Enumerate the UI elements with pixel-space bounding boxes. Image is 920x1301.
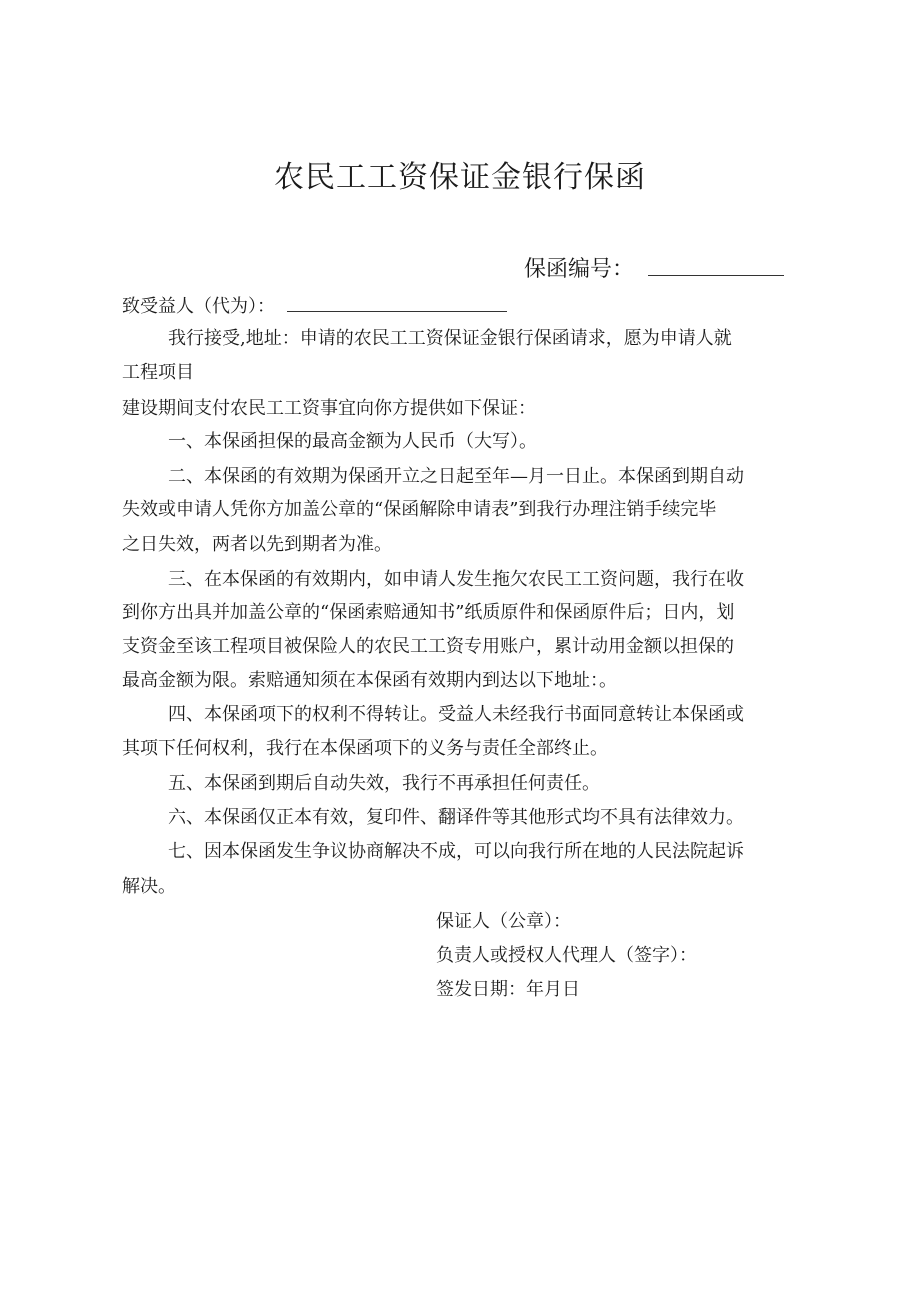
clause-5: 五、本保函到期后自动失效，我行不再承担任何责任。 xyxy=(168,773,600,794)
guarantee-number-blank xyxy=(648,255,784,276)
body-line: 解决。 xyxy=(122,876,176,897)
body-line: 建设期间支付农民工工资事宜向你方提供如下保证： xyxy=(122,398,536,419)
body-line: 最高金额为限。索赔通知须在本保函有效期内到达以下地址：。 xyxy=(122,670,617,691)
clause-4: 四、本保函项下的权利不得转让。受益人未经我行书面同意转让本保函或 xyxy=(168,704,744,725)
body-line: 工程项目 xyxy=(122,362,194,383)
signatory-label: 负责人或授权人代理人（签字）： xyxy=(436,945,697,966)
body-line: 支资金至该工程项目被保险人的农民工工资专用账户，累计动用金额以担保的 xyxy=(122,636,734,657)
clause-3: 三、在本保函的有效期内，如申请人发生拖欠农民工工资问题，我行在收 xyxy=(168,569,744,590)
document-title: 农民工工资保证金银行保函 xyxy=(274,160,646,195)
clause-6: 六、本保函仅正本有效，复印件、翻译件等其他形式均不具有法律效力。 xyxy=(168,807,744,828)
issue-date-label: 签发日期：年月日 xyxy=(436,979,580,1000)
body-line: 我行接受,地址：申请的农民工工资保证金银行保函请求，愿为申请人就 xyxy=(168,328,732,349)
guarantee-number-row xyxy=(524,254,784,286)
recipient-blank xyxy=(287,293,507,312)
body-line: 到你方出具并加盖公章的“保函索赔通知书”纸质原件和保函原件后；日内，划 xyxy=(122,602,735,623)
clause-7: 七、因本保函发生争议协商解决不成，可以向我行所在地的人民法院起诉 xyxy=(168,841,744,862)
guarantor-seal-label: 保证人（公章）： xyxy=(436,911,571,932)
body-line: 失效或申请人凭你方加盖公章的“保函解除申请表”到我行办理注销手续完毕 xyxy=(122,499,717,520)
clause-2: 二、本保函的有效期为保函开立之日起至年—月一日止。本保函到期自动 xyxy=(168,466,744,487)
clause-1: 一、本保函担保的最高金额为人民币（大写）。 xyxy=(168,431,537,452)
recipient-row xyxy=(122,293,507,319)
body-line: 之日失效，两者以先到期者为准。 xyxy=(122,534,392,555)
recipient-label: 致受益人（代为）： xyxy=(122,296,275,317)
guarantee-number-label: 保函编号： xyxy=(524,257,635,282)
body-line: 其项下任何权利，我行在本保函项下的义务与责任全部终止。 xyxy=(122,738,608,759)
